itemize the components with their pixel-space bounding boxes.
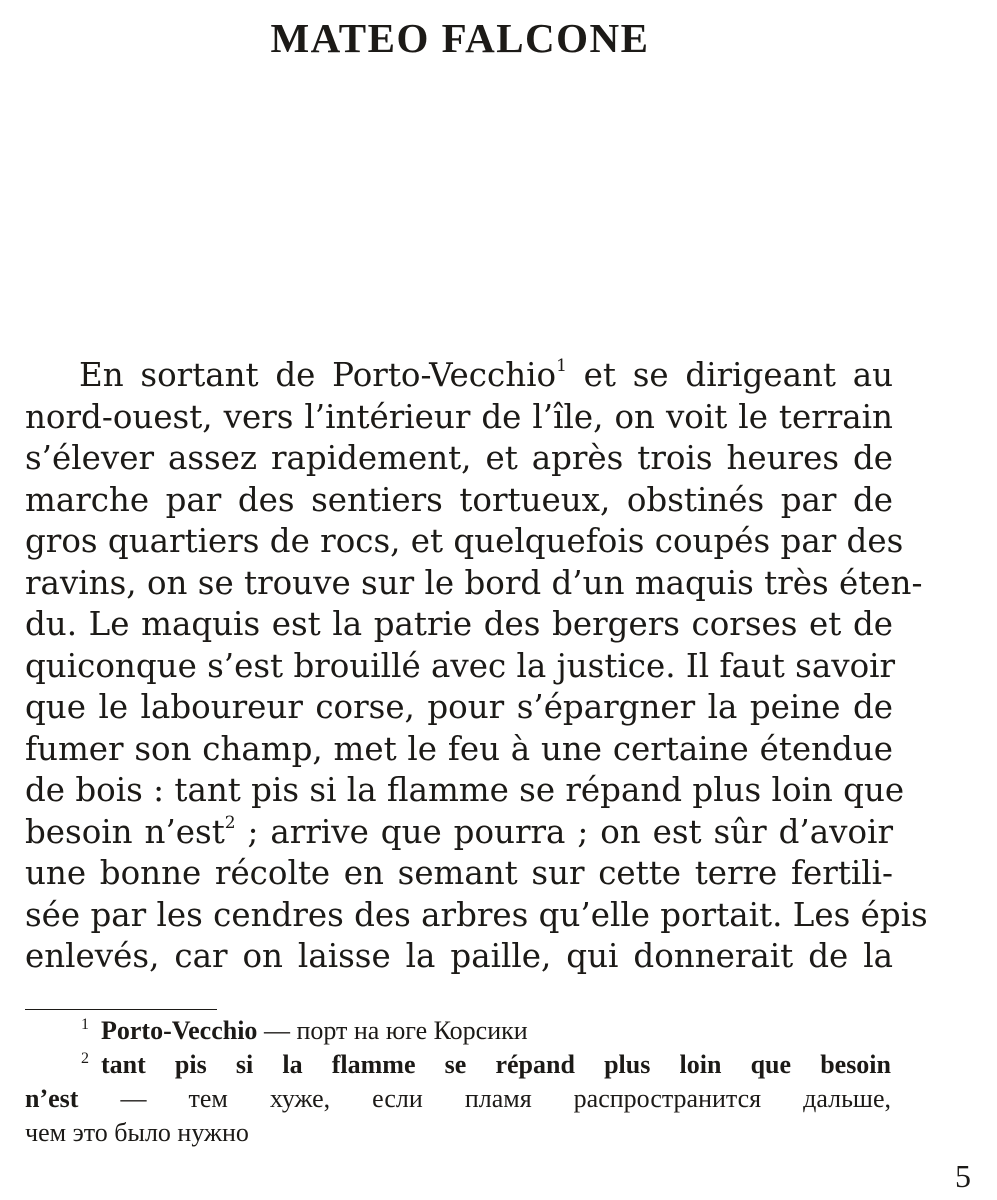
footnote-gloss: — тем хуже, если пламя распространится дальше, xyxy=(78,1084,891,1113)
paragraph-line: du. Le maquis est la patrie des bergers corses et de xyxy=(25,605,893,643)
footnote-gloss: — порт на юге Корсики xyxy=(257,1016,528,1045)
footnotes xyxy=(25,1014,891,1150)
page-number: 5 xyxy=(955,1158,971,1194)
footnote-term: n’est xyxy=(25,1084,79,1113)
paragraph-line: nord-ouest, vers l’intérieur de l’île, on voit le terrain xyxy=(25,397,893,436)
paragraph-line: En sortant de Porto-Vecchio$^1$ et se dirigeant au xyxy=(79,356,893,394)
paragraph-line: de bois : tant pis si la flamme se répand plus loin que xyxy=(25,771,905,809)
page-title: MATEO FALCONE xyxy=(270,15,650,61)
footnote-divider xyxy=(25,1009,217,1010)
paragraph-line: une bonne récolte en semant sur cette terre fertili- xyxy=(25,854,893,892)
paragraph-line: sée par les cendres des arbres qu’elle portait. Les épis xyxy=(25,895,928,934)
footnote-ref-2: 2 xyxy=(224,812,236,833)
paragraph-line: besoin n’est$^2$ ; arrive que pourra ; on est sûr d’avoir xyxy=(25,812,893,851)
footnote-number: 2 xyxy=(81,1050,89,1067)
footnote-2-continued: чем это было нужно xyxy=(25,1118,249,1147)
paragraph-line: s’élever assez rapidement, et après trois heures de xyxy=(25,439,893,477)
paragraph-line: gros quartiers de rocs, et quelquefois coupés par des xyxy=(25,522,904,560)
footnote-2 xyxy=(25,1048,891,1082)
footnote-2-continued xyxy=(25,1082,891,1116)
paragraph-line: enlevés, car on laisse la paille, qui donnerait de la xyxy=(25,937,893,975)
footnote-term: tant pis si la flamme se répand plus loin que besoin xyxy=(101,1050,891,1079)
footnote-ref-1: 1 xyxy=(556,356,567,376)
paragraph-line: quiconque s’est brouillé avec la justice. Il faut savoir xyxy=(25,646,896,685)
footnote-1 xyxy=(25,1014,891,1048)
paragraph-line: que le laboureur corse, pour s’épargner la peine de xyxy=(25,688,893,726)
footnote-number: 1 xyxy=(81,1016,89,1033)
paragraph-line: ravins, on se trouve sur le bord d’un maquis très éten- xyxy=(25,563,923,602)
paragraph-line: fumer son champ, met le feu à une certaine étendue xyxy=(25,729,893,768)
main-paragraph xyxy=(25,355,928,978)
footnote-term: Porto-Vecchio xyxy=(101,1016,258,1045)
paragraph-line: marche par des sentiers tortueux, obstinés par de xyxy=(25,480,893,519)
